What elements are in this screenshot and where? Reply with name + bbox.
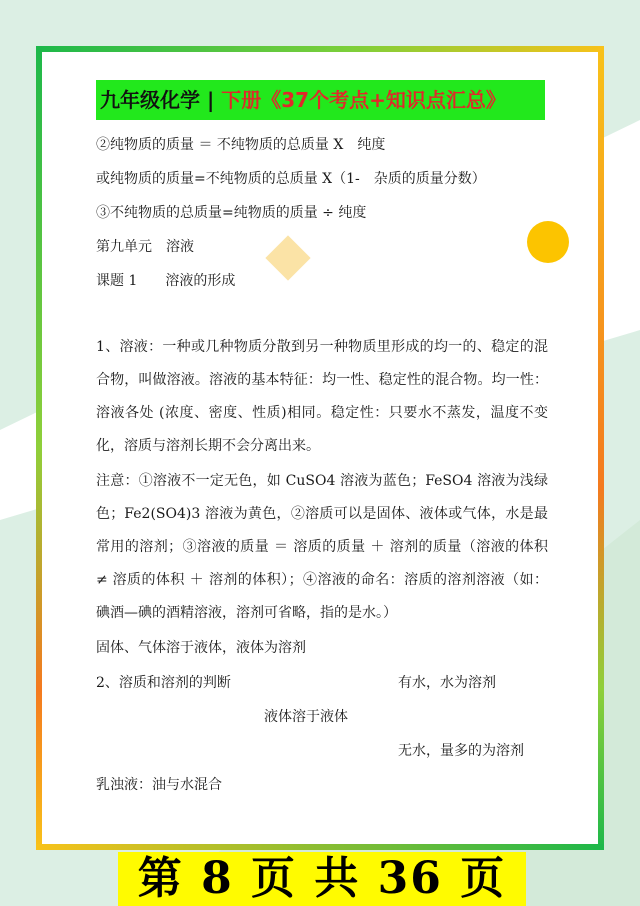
text-line-2: 或纯物质的质量=不纯物质的总质量 X（1- 杂质的质量分数） <box>96 171 486 187</box>
page-title <box>96 80 545 120</box>
circle-decoration <box>527 221 569 263</box>
judgement-heading: 2、溶质和溶剂的判断 <box>96 675 231 691</box>
title-subject: 九年级化学 | <box>100 88 222 112</box>
emulsion-line: 乳浊液：油与水混合 <box>96 777 222 793</box>
paragraph-solvent-rule: 固体、气体溶于液体，液体为溶剂 <box>96 640 306 656</box>
text-line-3: ③不纯物质的总质量=纯物质的质量 ÷ 纯度 <box>96 205 367 221</box>
text-line-1: ②纯物质的质量 ＝ 不纯物质的总质量 X 纯度 <box>96 137 386 153</box>
lesson-heading: 课题 1 溶液的形成 <box>96 273 236 289</box>
paragraph-notes: 注意：①溶液不一定无色，如 CuSO4 溶液为蓝色；FeSO4 溶液为浅绿色；Fe2(SO4)3 溶液为黄色，②溶质可以是固体、液体或气体，水是最常用的溶剂；③溶液的质量 ＝ 溶质的质量 ＋ 溶剂的质量（溶液的体积 ≠ 溶质的体积 ＋ 溶剂的体积）；④溶液的命名：溶质的溶剂溶液（如：碘酒—碘的酒精溶液，溶剂可省略，指的是水。） <box>96 473 548 621</box>
judgement-rule-water: 有水，水为溶剂 <box>398 675 496 691</box>
page-number-banner: 第 8 页 共 36 页 <box>118 852 526 906</box>
title-topic: 下册《37个考点+知识点汇总》 <box>221 88 506 112</box>
paragraph-solution-definition: 1、溶液：一种或几种物质分散到另一种物质里形成的均一的、稳定的混合物，叫做溶液。溶液的基本特征：均一性、稳定性的混合物。均一性：溶液各处 (浓度、密度、性质)相同。稳定性：只要水不蒸发，温度不变化，溶质与溶剂长期不会分离出来。 <box>96 339 548 454</box>
section-heading: 第九单元 溶液 <box>96 239 194 255</box>
judgement-liquid-in-liquid: 液体溶于液体 <box>264 709 348 725</box>
judgement-rule-no-water: 无水，量多的为溶剂 <box>398 743 524 759</box>
